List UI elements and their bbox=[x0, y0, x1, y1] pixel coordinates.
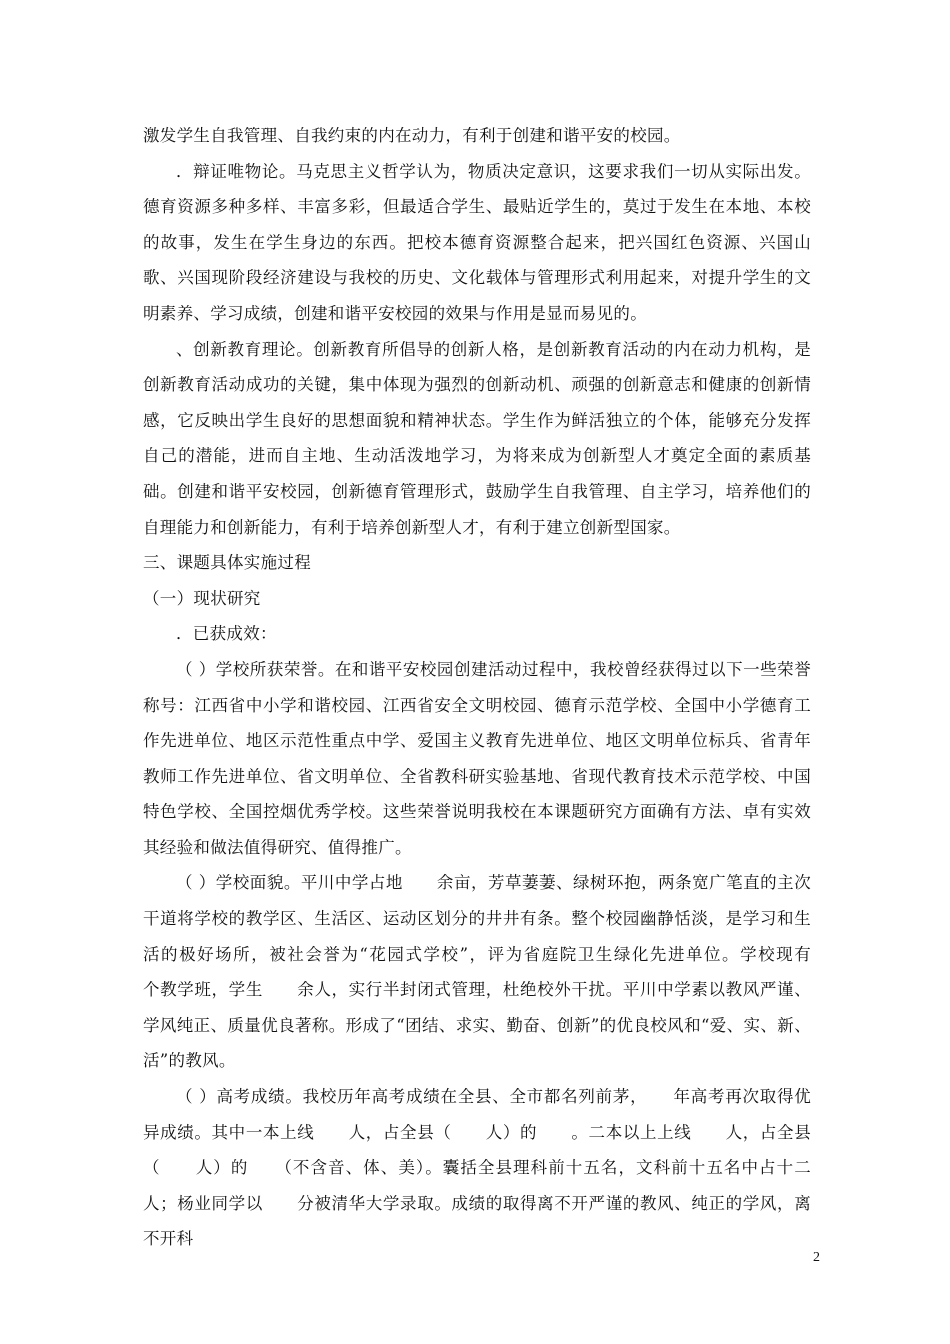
page-number: 2 bbox=[813, 1250, 820, 1265]
paragraph-exam-results: （ ）高考成绩。我校历年高考成绩在全县、全市都名列前茅， 年高考再次取得优异成绩。其中一本上线 人，占全县（ 人）的 。二本以上上线 人，占全县（ 人）的 （不含音、体、美）。囊括全县理科前十五名，文科前十五名中占十二人；杨业同学以 分被清华大学录取。成绩的取得离不开严谨的教风、纯正的学风，离不开科 bbox=[143, 1087, 811, 1249]
paragraph-school-honors: （ ）学校所获荣誉。在和谐平安校园创建活动过程中，我校曾经获得过以下一些荣誉称号：江西省中小学和谐校园、江西省安全文明校园、德育示范学校、全国中小学德育工作先进单位、地区示范性重点中学、爱国主义教育先进单位、地区文明单位标兵、省青年教师工作先进单位、省文明单位、全省教科研实验基地、省现代教育技术示范学校、中国特色学校、全国控烟优秀学校。这些荣誉说明我校在本课题研究方面确有方法、卓有实效 其经验和做法值得研究、值得推广。 bbox=[143, 659, 817, 857]
item-heading-achievements: ．已获成效： bbox=[176, 624, 277, 644]
paragraph-dialectical-materialism: ．辩证唯物论。马克思主义哲学认为，物质决定意识，这要求我们一切从实际出发。德育资源多种多样、丰富多彩，但最适合学生、最贴近学生的，莫过于发生在本地、本校的故事，发生在学生身边的东西。把校本德育资源整合起来，把兴国红色资源、兴国山歌、兴国现阶段经济建设与我校的历史、文化载体与管理形式利用起来，对提升学生的文明素养、学习成绩，创建和谐平安校园的效果与作用是显而易见的。 bbox=[143, 161, 811, 323]
subsection-heading-status-research: （一）现状研究 bbox=[143, 588, 261, 608]
section-heading-implementation: 三、课题具体实施过程 bbox=[143, 553, 311, 573]
paragraph-innovation-education-theory: 、创新教育理论。创新教育所倡导的创新人格，是创新教育活动的内在动力机构，是创新教育活动成功的关键，集中体现为强烈的创新动机、顽强的创新意志和健康的创新情感，它反映出学生良好的思想面貌和精神状态。学生作为鲜活独立的个体，能够充分发挥自己的潜能，进而自主地、生动活泼地学习，为将来成为创新型人才奠定全面的素质基础。创建和谐平安校园，创新德育管理形式，鼓励学生自我管理、自主学习，培养他们的自理能力和创新能力，有利于培养创新型人才，有利于建立创新型国家。 bbox=[143, 339, 811, 537]
document-body bbox=[143, 118, 845, 1257]
paragraph-school-appearance: （ ）学校面貌。平川中学占地 余亩，芳草萋萋、绿树环抱，两条宽广笔直的主次干道将学校的教学区、生活区、运动区划分的井井有条。整个校园幽静恬淡，是学习和生活的极好场所，被社会誉为“花园式学校”，评为省庭院卫生绿化先进单位。学校现有 个教学班，学生 余人，实行半封闭式管理，杜绝校外干扰。平川中学素以教风严谨、学风纯正、质量优良著称。形成了“团结、求实、勤奋、创新”的优良校风和“爱、实、新、活”的教风。 bbox=[143, 873, 845, 1071]
paragraph-intro-continuation: 激发学生自我管理、自我约束的内在动力，有利于创建和谐平安的校园。 bbox=[143, 126, 681, 145]
